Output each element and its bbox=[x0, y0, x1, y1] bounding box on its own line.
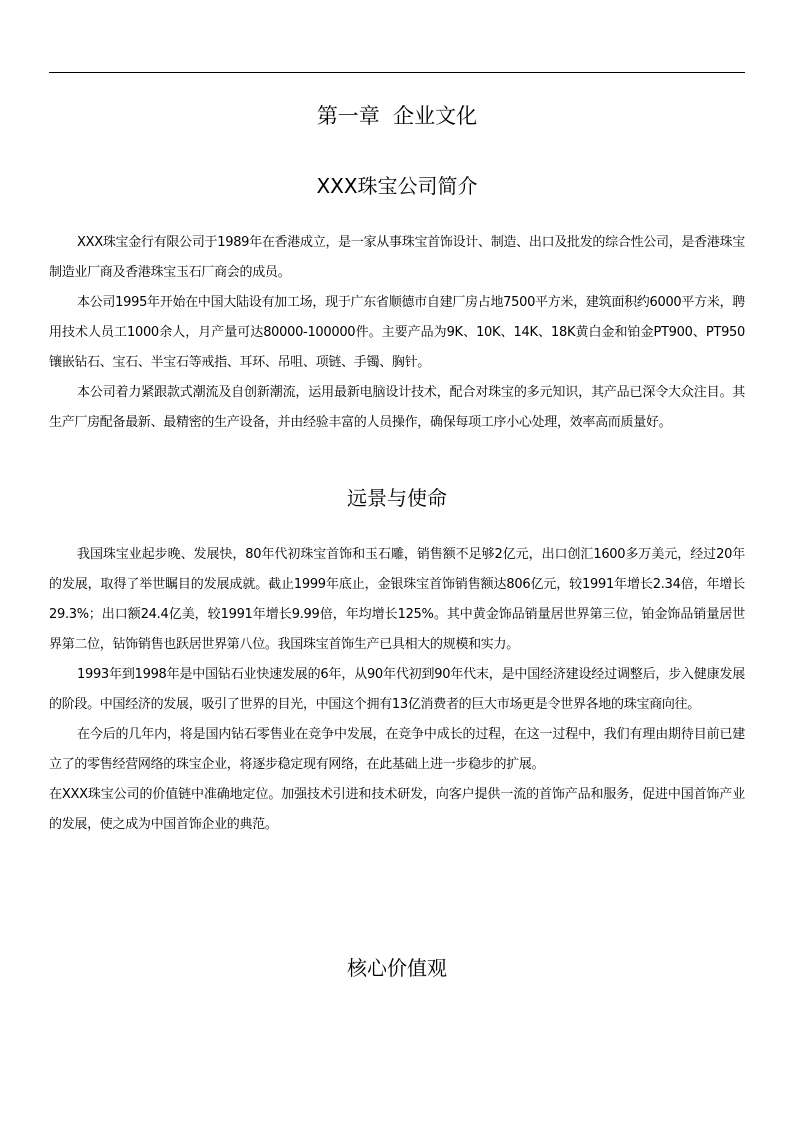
chapter-title: 第一章 企业文化 bbox=[316, 104, 478, 128]
paragraph: 在XXX珠宝公司的价值链中准确地定位。加强技术引进和技术研发，向客户提供一流的首饰产品和服务，促进中国首饰产业的发展，使之成为中国首饰企业的典范。 bbox=[49, 787, 745, 832]
company-profile-body bbox=[49, 228, 745, 438]
paragraph: 在今后的几年内，将是国内钻石零售业在竞争中发展，在竞争中成长的过程，在这一过程中，我们有理由期待目前已建立了的零售经营网络的珠宝企业，将逐步稳定现有网络，在此基础上进一步稳步的扩展。 bbox=[49, 727, 745, 772]
paragraph: XXX珠宝金行有限公司于1989年在香港成立，是一家从事珠宝首饰设计、制造、出口及批发的综合性公司，是香港珠宝制造业厂商及香港珠宝玉石厂商会的成员。 bbox=[49, 235, 745, 280]
header-rule bbox=[49, 72, 745, 73]
section-title-core-values: 核心价值观 bbox=[347, 956, 447, 980]
section-title-company-profile: XXX珠宝公司简介 bbox=[316, 174, 478, 198]
vision-mission-body bbox=[49, 540, 745, 840]
paragraph: 本公司着力紧跟款式潮流及自创新潮流，运用最新电脑设计技术，配合对珠宝的多元知识，其产品已深令大众注目。其生产厂房配备最新、最精密的生产设备，并由经验丰富的人员操作，确保每项工序小心处理，效率高而质量好。 bbox=[49, 385, 745, 430]
paragraph: 我国珠宝业起步晚、发展快，80年代初珠宝首饰和玉石雕，销售额不足够2亿元，出口创汇1600多万美元，经过20年的发展，取得了举世瞩目的发展成就。截止1999年底止，金银珠宝首饰销售额达806亿元，较1991年增长2.34倍，年增长29.3%；出口额24.4亿美，较1991年增长9.99倍，年均增长125%。其中黄金饰品销量居世界第三位，铂金饰品销量居世界第二位，钻饰销售也跃居世界第八位。我国珠宝首饰生产已具相大的规模和实力。 bbox=[49, 547, 745, 652]
section-title-vision-mission: 远景与使命 bbox=[347, 486, 447, 510]
paragraph: 本公司1995年开始在中国大陆设有加工场，现于广东省顺德市自建厂房占地7500平方米，建筑面积约6000平方米，聘用技术人员工1000余人，月产量可达80000-100000件。主要产品为9K、10K、14K、18K黄白金和铂金PT900、PT950镶嵌钻石、宝石、半宝石等戒指、耳环、吊咀、项链、手镯、胸针。 bbox=[49, 295, 745, 370]
paragraph: 1993年到1998年是中国钻石业快速发展的6年，从90年代初到90年代末，是中国经济建设经过调整后，步入健康发展的阶段。中国经济的发展，吸引了世界的目光，中国这个拥有13亿消费者的巨大市场更是令世界各地的珠宝商向往。 bbox=[49, 667, 745, 712]
